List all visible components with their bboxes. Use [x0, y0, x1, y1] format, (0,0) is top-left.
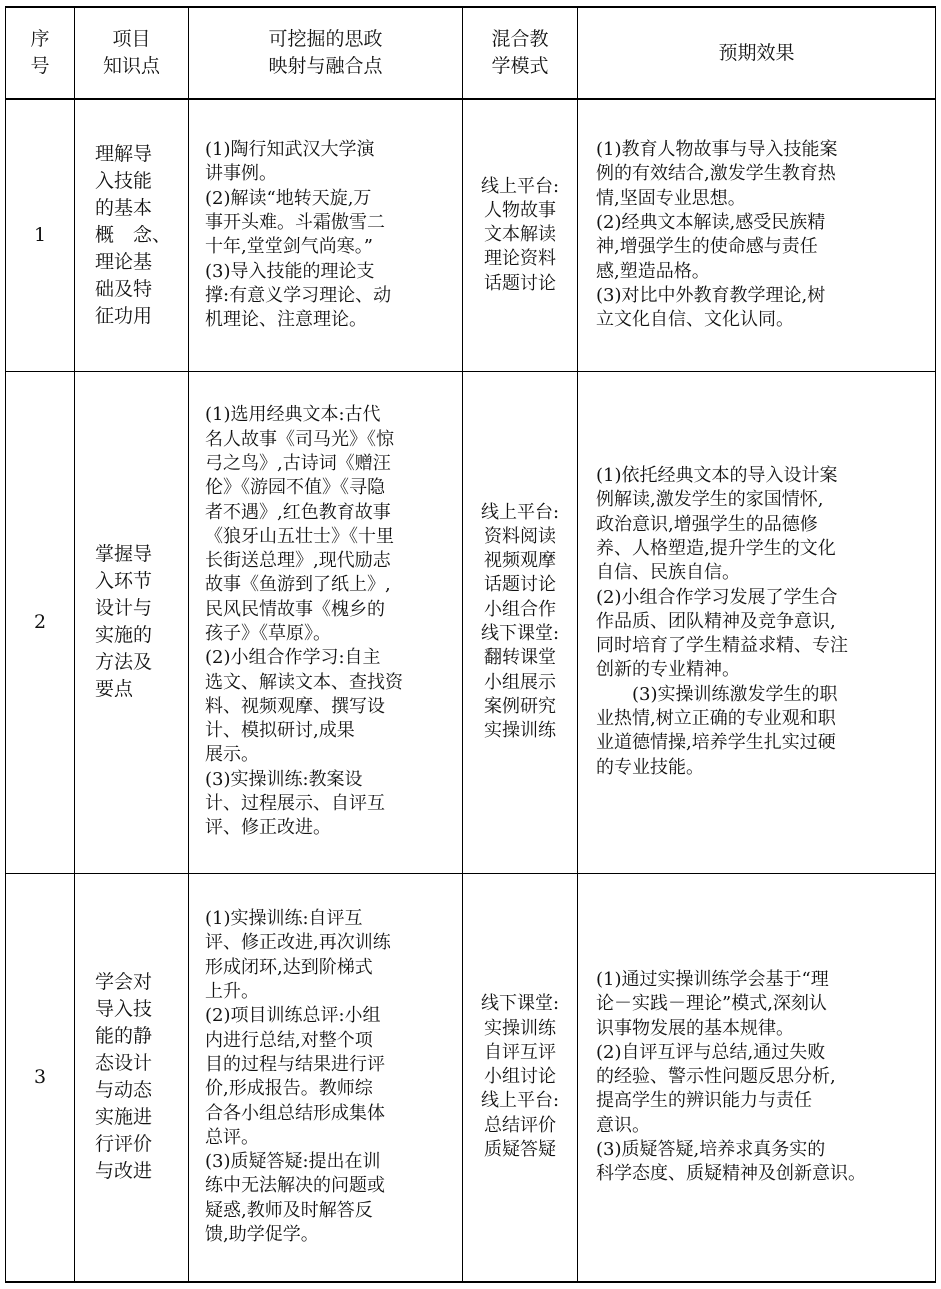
- row-effect: (1)依托经典文本的导入设计案 例解读,激发学生的家国情怀, 政治意识,增强学生的品德修 养、人格塑造,提升学生的文化 自信、民族自信。 (2)小组合作学习发展了学生合 作品质、团队精神及竞争意识, 同时培育了学生精益求精、专注 创新的专业精神。 (3)实操训练激发学生的职 业热情,树立正确的专业观和职 业道德情操,培养学生扎实过硬 的专业技能。: [578, 371, 936, 873]
- header-ideology: 可挖掘的思政 映射与融合点: [189, 7, 463, 99]
- row-topic: 掌握导 入环节 设计与 实施的 方法及 要点: [75, 371, 189, 873]
- header-effect: 预期效果: [578, 7, 936, 99]
- row-effect: (1)通过实操训练学会基于“理 论－实践－理论”模式,深刻认 识事物发展的基本规律。 (2)自评互评与总结,通过失败 的经验、警示性问题反思分析, 提高学生的辨识能力与责任 意识。 (3)质疑答疑,培养求真务实的 科学态度、质疑精神及创新意识。: [578, 873, 936, 1282]
- row-seq: 3: [6, 873, 75, 1282]
- table-row: [6, 99, 936, 371]
- table-row: [6, 873, 936, 1282]
- row-topic: 理解导 入技能 的基本 概 念、 理论基 础及特 征功用: [75, 99, 189, 371]
- row-mode: 线上平台: 人物故事 文本解读 理论资料 话题讨论: [463, 99, 578, 371]
- header-topic: 项目 知识点: [75, 7, 189, 99]
- header-seq: 序 号: [6, 7, 75, 99]
- row-effect: (1)教育人物故事与导入技能案 例的有效结合,激发学生教育热 情,坚固专业思想。 (2)经典文本解读,感受民族精 神,增强学生的使命感与责任 感,塑造品格。 (3)对比中外教育教学理论,树 立文化自信、文化认同。: [578, 99, 936, 371]
- row-ideology: (1)实操训练:自评互 评、修正改进,再次训练 形成闭环,达到阶梯式 上升。 (2)项目训练总评:小组 内进行总结,对整个项 目的过程与结果进行评 价,形成报告。教师综 合各小组总结形成集体 总评。 (3)质疑答疑:提出在训 练中无法解决的问题或 疑惑,教师及时解答反 馈,助学促学。: [189, 873, 463, 1282]
- row-mode: 线上平台: 资料阅读 视频观摩 话题讨论 小组合作 线下课堂: 翻转课堂 小组展示 案例研究 实操训练: [463, 371, 578, 873]
- table-row: [6, 371, 936, 873]
- row-ideology: (1)陶行知武汉大学演 讲事例。 (2)解读“地转天旋,万 事开头难。斗霜傲雪二 十年,堂堂剑气尚寒。” (3)导入技能的理论支 撑:有意义学习理论、动 机理论、注意理论。: [189, 99, 463, 371]
- row-seq: 2: [6, 371, 75, 873]
- row-topic: 学会对 导入技 能的静 态设计 与动态 实施进 行评价 与改进: [75, 873, 189, 1282]
- row-ideology: (1)选用经典文本:古代 名人故事《司马光》《惊 弓之鸟》,古诗词《赠汪 伦》《游园不值》《寻隐 者不遇》,红色教育故事 《狼牙山五壮士》《十里 长街送总理》,现代励志 故事《鱼游到了纸上》, 民风民情故事《槐乡的 孩子》《草原》。 (2)小组合作学习:自主 选文、解读文本、查找资 料、视频观摩、撰写设 计、模拟研讨,成果 展示。 (3)实操训练:教案设 计、过程展示、自评互 评、修正改进。: [189, 371, 463, 873]
- table-header: [6, 7, 936, 99]
- row-seq: 1: [6, 99, 75, 371]
- table-body: [6, 99, 936, 1282]
- row-mode: 线下课堂: 实操训练 自评互评 小组讨论 线上平台: 总结评价 质疑答疑: [463, 873, 578, 1282]
- curriculum-table: [5, 6, 936, 1283]
- header-mode: 混合教 学模式: [463, 7, 578, 99]
- header-row: [6, 7, 936, 99]
